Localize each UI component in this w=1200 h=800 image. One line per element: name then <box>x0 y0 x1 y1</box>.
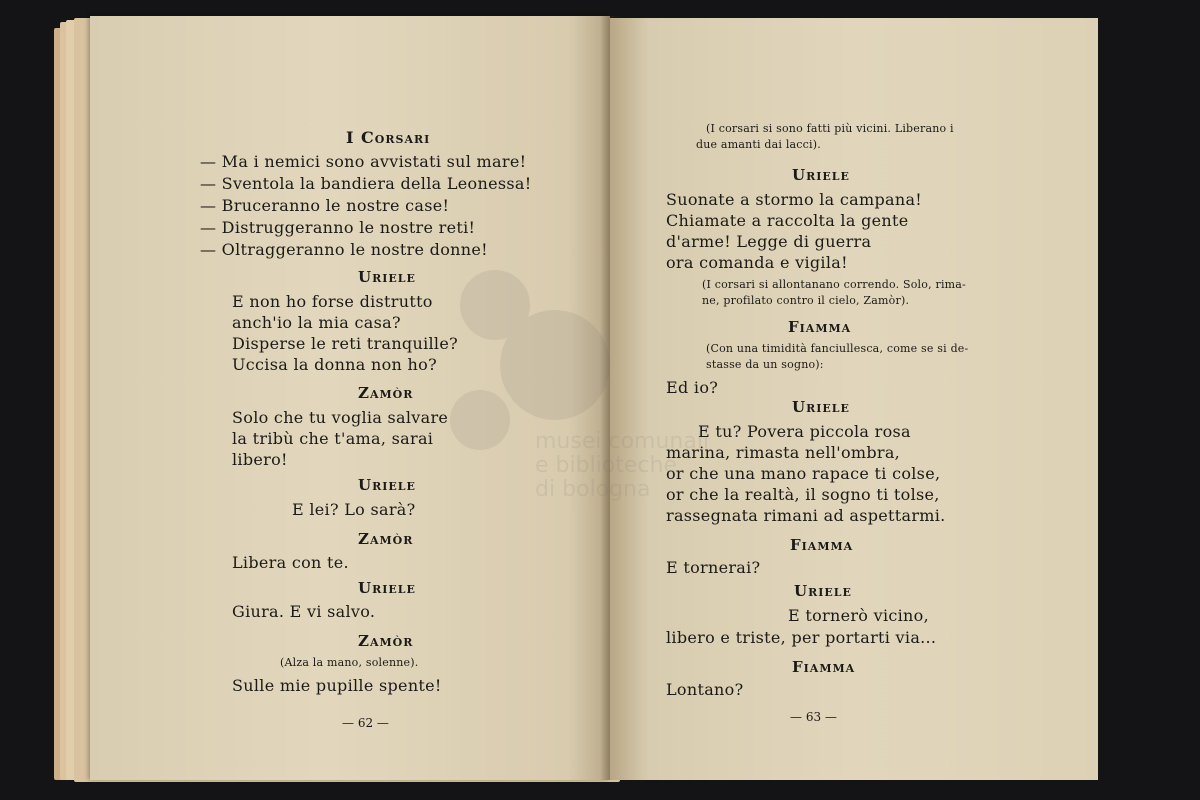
stage-direction: stasse da un sogno): <box>706 358 824 371</box>
verse-line: — Distruggeranno le nostre reti! <box>200 218 476 237</box>
verse-line: Sulle mie pupille spente! <box>232 676 442 695</box>
verse-line: Libera con te. <box>232 553 349 572</box>
page-number: — 63 — <box>790 710 837 724</box>
speaker-name: Uriele <box>358 476 416 494</box>
verse-line: Solo che tu voglia salvare <box>232 408 449 427</box>
verse-line: d'arme! Legge di guerra <box>666 232 872 251</box>
verse-line: ora comanda e vigila! <box>666 253 848 272</box>
stage-direction: due amanti dai lacci). <box>696 138 821 151</box>
verse-line: libero e triste, per portarti via... <box>666 628 937 647</box>
verse-line: E tornerò vicino, <box>788 606 929 625</box>
verse-line: marina, rimasta nell'ombra, <box>666 443 901 462</box>
speaker-name: Fiamma <box>790 536 854 554</box>
speaker-name: Zamòr <box>358 632 414 650</box>
verse-line: or che una mano rapace ti colse, <box>666 464 941 483</box>
page-number: — 62 — <box>342 716 389 730</box>
right-page <box>610 18 1098 780</box>
verse-line: — Sventola la bandiera della Leonessa! <box>200 174 532 193</box>
speaker-name: Zamòr <box>358 384 414 402</box>
left-page <box>90 16 610 780</box>
verse-line: rassegnata rimani ad aspettarmi. <box>666 506 946 525</box>
speaker-name: Uriele <box>792 166 850 184</box>
stage-direction: ne, profilato contro il cielo, Zamòr). <box>702 294 910 307</box>
stage-direction: (Con una timidità fanciullesca, come se si de- <box>706 342 969 355</box>
verse-line: Uccisa la donna non ho? <box>232 355 437 374</box>
verse-line: Ed io? <box>666 378 719 397</box>
verse-line: — Bruceranno le nostre case! <box>200 196 450 215</box>
verse-line: la tribù che t'ama, sarai <box>232 429 434 448</box>
verse-line: Giura. E vi salvo. <box>232 602 376 621</box>
running-header: I Corsari <box>346 128 431 147</box>
stage-direction: (Alza la mano, solenne). <box>280 656 419 669</box>
verse-line: — Oltraggeranno le nostre donne! <box>200 240 488 259</box>
stage-direction: (I corsari si sono fatti più vicini. Liberano i <box>706 122 954 135</box>
verse-line: E tornerai? <box>666 558 761 577</box>
verse-line: libero! <box>232 450 288 469</box>
verse-line: E lei? Lo sarà? <box>292 500 416 519</box>
verse-line: Suonate a stormo la campana! <box>666 190 923 209</box>
verse-line: — Ma i nemici sono avvistati sul mare! <box>200 152 527 171</box>
speaker-name: Uriele <box>794 582 852 600</box>
verse-line: Disperse le reti tranquille? <box>232 334 458 353</box>
verse-line: E tu? Povera piccola rosa <box>698 422 911 441</box>
verse-line: Chiamate a raccolta la gente <box>666 211 909 230</box>
speaker-name: Fiamma <box>788 318 852 336</box>
speaker-name: Zamòr <box>358 530 414 548</box>
speaker-name: Uriele <box>792 398 850 416</box>
verse-line: anch'io la mia casa? <box>232 313 401 332</box>
speaker-name: Uriele <box>358 579 416 597</box>
stage-direction: (I corsari si allontanano correndo. Solo, rima- <box>702 278 966 291</box>
verse-line: Lontano? <box>666 680 744 699</box>
verse-line: or che la realtà, il sogno ti tolse, <box>666 485 940 504</box>
verse-line: E non ho forse distrutto <box>232 292 433 311</box>
speaker-name: Uriele <box>358 268 416 286</box>
speaker-name: Fiamma <box>792 658 856 676</box>
